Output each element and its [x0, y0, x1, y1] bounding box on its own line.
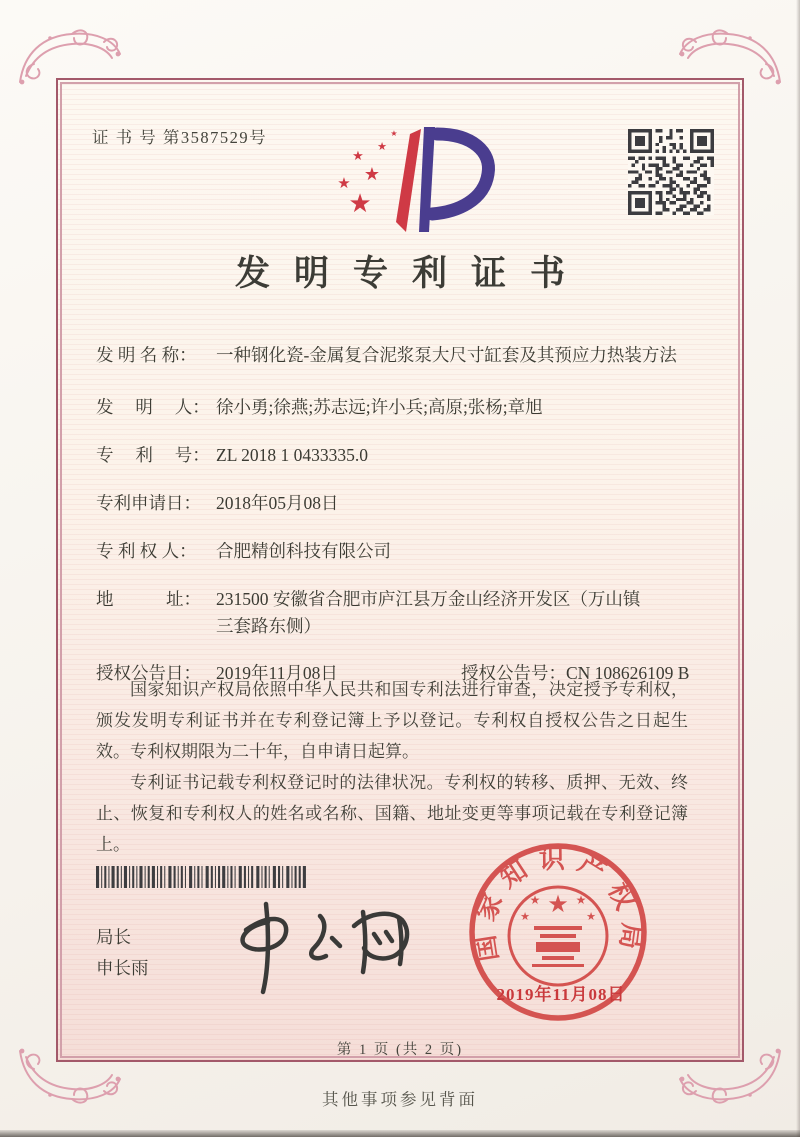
svg-text:★: ★	[363, 164, 381, 185]
director-block	[96, 922, 149, 984]
field-label: 专 利 号：	[96, 445, 210, 465]
corner-flourish-top-left	[14, 24, 126, 86]
certificate-border	[56, 78, 744, 1062]
corner-flourish-top-right	[674, 24, 786, 86]
field-label: 发 明 名 称：	[96, 345, 197, 365]
svg-text:★: ★	[377, 140, 387, 153]
svg-text:★: ★	[575, 893, 587, 907]
legal-text	[96, 674, 688, 860]
field-label: 地 址：	[96, 589, 201, 609]
seal-ring-text: 国家知识产权局	[468, 843, 648, 964]
grant-no-value: CN 108626109 B	[566, 663, 690, 683]
field-label: 专利申请日：	[96, 493, 201, 513]
svg-text:★: ★	[547, 890, 569, 918]
svg-text:★: ★	[337, 174, 351, 192]
barcode	[96, 866, 308, 888]
field-patentee	[96, 538, 714, 565]
field-patent-number	[96, 442, 714, 469]
svg-text:★: ★	[520, 910, 530, 923]
legal-paragraph-1: 国家知识产权局依照中华人民共和国专利法进行审查，决定授予专利权，颁发发明专利证书并在专利登记簿上予以登记。专利权自授权公告之日起生效。专利权期限为二十年，自申请日起算。	[96, 680, 688, 761]
back-side-note: 其他事项参见背面	[322, 1090, 478, 1109]
seal-national-emblem	[509, 887, 607, 985]
svg-text:★: ★	[390, 129, 398, 138]
field-invention-name	[96, 342, 714, 369]
field-label: 授权公告号：	[461, 663, 566, 683]
field-label: 授权公告日：	[96, 663, 201, 683]
field-value: 一种钢化瓷-金属复合泥浆泵大尺寸缸套及其预应力热装方法	[216, 345, 677, 365]
svg-text:★: ★	[348, 189, 372, 219]
field-filing-date	[96, 490, 714, 517]
page-number: 第 1 页 (共 2 页)	[336, 1042, 464, 1058]
svg-text:★: ★	[352, 149, 364, 164]
director-name: 申长雨	[96, 958, 149, 978]
seal-date: 2019年11月08日	[496, 985, 626, 1004]
logo-p-bowl	[432, 134, 489, 214]
qr-code	[628, 129, 714, 215]
logo-stars	[337, 129, 397, 219]
paper-edge-shadow-right	[796, 0, 800, 1137]
field-label: 专 利 权 人：	[96, 541, 197, 561]
svg-text:★: ★	[529, 893, 541, 907]
logo-red-blade	[396, 129, 421, 232]
paper-edge-shadow-bottom	[0, 1130, 800, 1137]
field-value: 2018年05月08日	[216, 493, 339, 513]
patent-fields	[96, 342, 714, 682]
field-value: 合肥精创科技有限公司	[216, 541, 391, 561]
field-label: 发 明 人：	[96, 397, 210, 417]
certificate-number: 证 书 号 第3587529号	[92, 128, 268, 147]
field-value: 徐小勇;徐燕;苏志远;许小兵;高原;张杨;章旭	[216, 397, 543, 417]
field-inventors	[96, 394, 714, 421]
field-address	[96, 586, 714, 640]
field-value: 231500 安徽省合肥市庐江县万金山经济开发区（万山镇三套路东侧）	[216, 589, 641, 636]
cnipa-logo	[330, 120, 506, 238]
legal-paragraph-2: 专利证书记载专利权登记时的法律状况。专利权的转移、质押、无效、终止、恢复和专利权人的姓名或名称、国籍、地址变更等事项记载在专利登记簿上。	[96, 773, 688, 854]
director-signature	[216, 892, 426, 1002]
svg-text:★: ★	[586, 910, 596, 923]
grant-date-value: 2019年11月08日	[216, 663, 338, 683]
director-title: 局长	[96, 927, 131, 947]
field-value: ZL 2018 1 0433335.0	[216, 445, 368, 465]
certificate-title: 发明专利证书	[234, 254, 589, 293]
